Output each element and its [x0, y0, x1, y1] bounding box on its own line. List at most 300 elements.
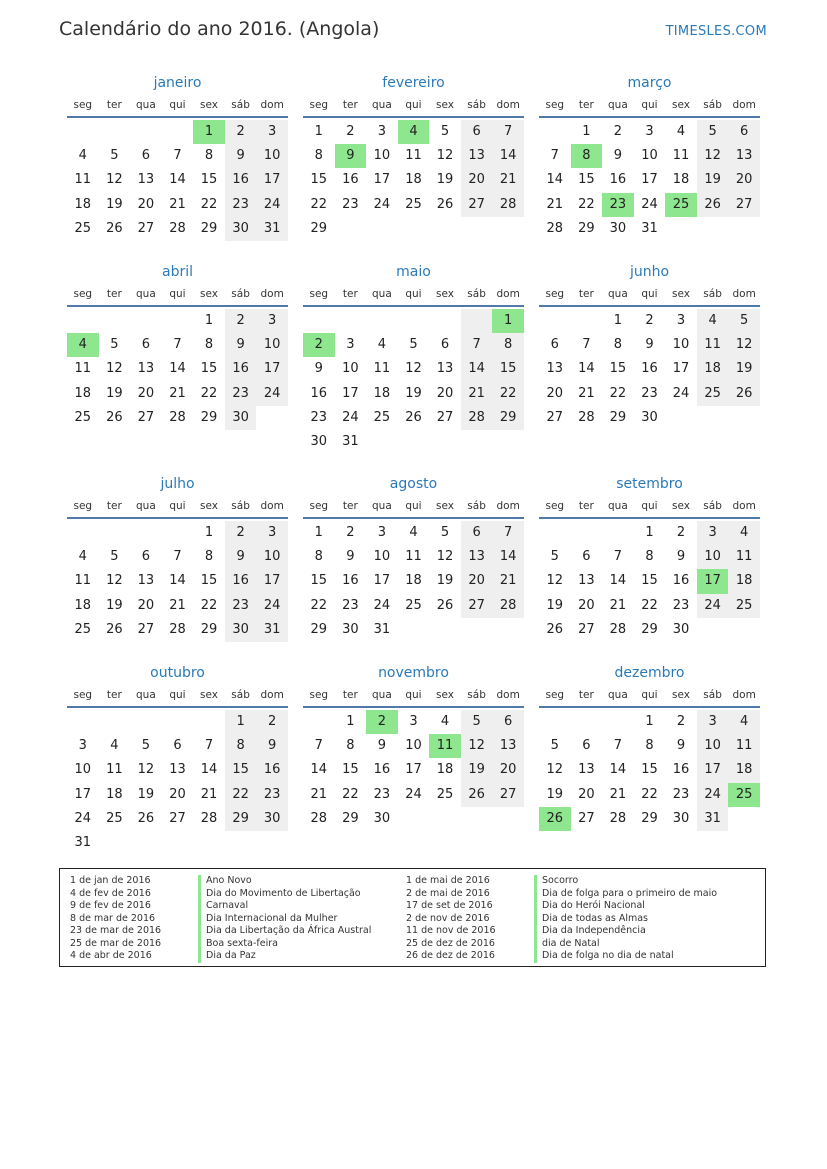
day-cell: 24 — [256, 193, 288, 217]
day-cell: 16 — [310, 385, 328, 401]
day-cell: 10 — [256, 144, 288, 168]
day-cell: 4 — [728, 710, 760, 734]
day-cell: 15 — [310, 573, 328, 589]
day-cell: 11 — [405, 148, 422, 164]
weekday-label: dom — [732, 689, 756, 701]
weekday-label: dom — [732, 288, 756, 300]
legend-item — [396, 913, 717, 926]
weekday-label: qua — [372, 288, 392, 300]
weekday-label: qua — [136, 288, 156, 300]
weekday-label: dom — [496, 99, 520, 111]
day-cell: 4 — [78, 148, 87, 164]
day-grid — [303, 521, 524, 642]
day-cell: 28 — [578, 409, 595, 425]
weekday-header — [67, 97, 288, 118]
day-cell: 28 — [310, 810, 328, 826]
empty-cell — [697, 217, 729, 241]
day-cell: 20 — [436, 385, 454, 401]
day-cell: 4 — [377, 337, 387, 353]
weekday-label: sex — [436, 500, 455, 512]
day-cell: 14 — [461, 357, 493, 381]
weekday-label: qui — [405, 288, 422, 300]
weekday-label: qui — [169, 99, 186, 111]
day-cell: 27 — [137, 220, 155, 236]
day-cell: 16 — [373, 762, 391, 778]
day-cell: 27 — [169, 810, 186, 826]
day-cell: 25 — [74, 621, 92, 637]
empty-cell — [461, 430, 493, 454]
day-cell: 8 — [314, 549, 323, 565]
month-dezembro — [539, 663, 760, 831]
month-title: março — [627, 75, 672, 91]
day-cell: 29 — [641, 621, 658, 637]
day-cell: 26 — [546, 621, 564, 637]
day-cell: 29 — [578, 220, 595, 236]
day-cell: 7 — [550, 148, 559, 164]
holiday-day-cell: 2 — [303, 333, 335, 357]
weekday-label: sex — [672, 288, 691, 300]
day-cell: 23 — [672, 786, 690, 802]
day-cell: 26 — [697, 193, 729, 217]
day-cell: 6 — [141, 148, 151, 164]
empty-cell — [193, 710, 225, 734]
empty-cell — [492, 217, 524, 241]
day-cell: 5 — [440, 525, 450, 540]
month-setembro — [539, 474, 760, 642]
empty-cell — [99, 710, 131, 734]
day-cell: 22 — [609, 385, 627, 401]
day-cell: 22 — [578, 196, 595, 212]
weekday-label: seg — [309, 99, 329, 111]
day-cell: 15 — [492, 357, 524, 381]
day-cell: 27 — [546, 409, 564, 425]
day-cell: 8 — [204, 337, 214, 353]
day-cell: 6 — [582, 738, 591, 754]
day-cell: 23 — [310, 409, 328, 425]
day-cell: 18 — [697, 357, 729, 381]
day-cell: 5 — [461, 710, 493, 734]
empty-cell — [99, 120, 131, 144]
day-cell: 3 — [256, 521, 288, 545]
day-cell: 3 — [346, 337, 355, 353]
day-cell: 18 — [74, 385, 92, 401]
day-cell: 9 — [225, 545, 257, 569]
day-cell: 5 — [728, 309, 760, 333]
day-cell: 12 — [436, 549, 454, 565]
day-cell: 21 — [609, 786, 627, 802]
empty-cell — [728, 807, 760, 831]
day-cell: 2 — [346, 525, 355, 540]
day-cell: 13 — [137, 361, 155, 377]
day-cell: 29 — [200, 220, 218, 236]
legend-item — [396, 925, 717, 938]
empty-cell — [366, 217, 398, 241]
weekday-label: dom — [260, 288, 284, 300]
day-cell: 12 — [546, 762, 564, 778]
day-cell: 20 — [461, 168, 493, 192]
weekday-label: ter — [106, 689, 122, 701]
weekday-label: qua — [136, 99, 156, 111]
day-cell: 5 — [550, 549, 559, 565]
day-cell: 6 — [461, 521, 493, 545]
empty-cell — [398, 618, 430, 642]
legend-item — [60, 925, 371, 938]
weekday-label: seg — [545, 288, 565, 300]
legend-holiday-name: Carnaval — [198, 900, 248, 913]
day-cell: 25 — [728, 594, 760, 618]
day-cell: 19 — [546, 786, 564, 802]
day-grid — [303, 710, 524, 831]
day-cell: 20 — [492, 758, 524, 782]
day-cell: 16 — [672, 762, 690, 778]
day-cell: 9 — [314, 361, 323, 377]
empty-cell — [225, 831, 257, 855]
empty-cell — [366, 430, 398, 454]
day-cell: 25 — [436, 786, 454, 802]
day-cell: 25 — [405, 196, 422, 212]
weekday-label: ter — [342, 500, 358, 512]
day-cell: 26 — [106, 220, 123, 236]
day-cell: 28 — [492, 193, 524, 217]
day-cell: 11 — [74, 361, 92, 377]
day-cell: 14 — [546, 172, 564, 188]
weekday-label: ter — [578, 288, 594, 300]
empty-cell — [492, 618, 524, 642]
day-cell: 17 — [256, 357, 288, 381]
empty-cell — [461, 618, 493, 642]
holiday-day-cell: 25 — [665, 193, 697, 217]
weekday-label: ter — [106, 99, 122, 111]
day-cell: 30 — [310, 433, 328, 449]
day-cell: 4 — [440, 714, 450, 729]
month-title: agosto — [389, 476, 438, 492]
empty-cell — [461, 309, 493, 333]
empty-cell — [303, 710, 335, 734]
day-cell: 8 — [225, 734, 257, 758]
day-cell: 27 — [578, 810, 595, 826]
day-cell: 30 — [225, 406, 257, 430]
day-cell: 31 — [697, 807, 729, 831]
day-cell: 13 — [461, 545, 493, 569]
empty-cell — [728, 406, 760, 430]
holiday-day-cell: 25 — [728, 783, 760, 807]
day-cell: 6 — [173, 738, 182, 754]
empty-cell — [67, 521, 99, 545]
day-cell: 10 — [373, 148, 391, 164]
empty-cell — [256, 831, 288, 855]
empty-cell — [539, 710, 571, 734]
day-cell: 18 — [728, 569, 760, 593]
day-cell: 13 — [461, 144, 493, 168]
day-cell: 6 — [141, 337, 151, 353]
day-cell: 3 — [377, 525, 387, 540]
day-cell: 13 — [546, 361, 564, 377]
day-cell: 28 — [200, 810, 218, 826]
empty-cell — [162, 710, 194, 734]
day-cell: 27 — [137, 621, 155, 637]
weekday-label: sáb — [231, 689, 250, 701]
empty-cell — [539, 309, 571, 333]
day-cell: 1 — [314, 525, 323, 540]
day-cell: 15 — [225, 758, 257, 782]
day-grid — [539, 521, 760, 642]
month-janeiro — [67, 73, 288, 241]
day-cell: 15 — [578, 172, 595, 188]
day-cell: 19 — [106, 196, 123, 212]
day-cell: 15 — [641, 573, 658, 589]
day-cell: 1 — [314, 124, 323, 139]
day-cell: 21 — [169, 385, 186, 401]
empty-cell — [398, 217, 430, 241]
month-fevereiro — [303, 73, 524, 241]
empty-cell — [429, 309, 461, 333]
day-cell: 28 — [169, 621, 186, 637]
legend-column-right — [396, 875, 717, 963]
empty-cell — [130, 831, 162, 855]
day-cell: 11 — [74, 573, 92, 589]
day-cell: 2 — [613, 124, 623, 139]
day-cell: 26 — [461, 783, 493, 807]
weekday-label: sex — [436, 689, 455, 701]
day-cell: 4 — [676, 124, 686, 139]
day-cell: 13 — [492, 734, 524, 758]
day-cell: 14 — [310, 762, 328, 778]
day-cell: 29 — [609, 409, 627, 425]
day-grid — [67, 710, 288, 855]
empty-cell — [162, 521, 194, 545]
weekday-label: sex — [672, 689, 691, 701]
month-title: junho — [629, 264, 670, 280]
day-cell: 5 — [697, 120, 729, 144]
day-cell: 28 — [492, 594, 524, 618]
day-cell: 26 — [728, 382, 760, 406]
day-cell: 19 — [106, 385, 123, 401]
day-cell: 24 — [74, 810, 92, 826]
legend-holiday-name: Dia de folga no dia de natal — [534, 950, 674, 963]
weekday-label: dom — [496, 500, 520, 512]
day-grid — [303, 309, 524, 454]
day-cell: 13 — [169, 762, 186, 778]
day-cell: 22 — [200, 597, 218, 613]
day-cell: 9 — [346, 549, 355, 565]
weekday-header — [539, 286, 760, 307]
day-cell: 22 — [641, 786, 658, 802]
empty-cell — [130, 710, 162, 734]
day-cell: 19 — [697, 168, 729, 192]
day-cell: 18 — [106, 786, 123, 802]
day-cell: 6 — [728, 120, 760, 144]
day-cell: 24 — [697, 594, 729, 618]
day-cell: 13 — [578, 573, 595, 589]
weekday-label: dom — [732, 99, 756, 111]
day-cell: 15 — [200, 361, 218, 377]
day-cell: 3 — [78, 738, 87, 754]
holiday-day-cell: 9 — [335, 144, 367, 168]
site-link[interactable]: TIMESLES.COM — [665, 24, 767, 39]
empty-cell — [429, 430, 461, 454]
legend-item — [396, 938, 717, 951]
day-cell: 3 — [697, 521, 729, 545]
day-cell: 24 — [641, 196, 658, 212]
day-cell: 12 — [106, 361, 123, 377]
legend-holiday-name: Socorro — [534, 875, 578, 888]
day-cell: 20 — [578, 786, 595, 802]
legend-date: 2 de nov de 2016 — [406, 912, 490, 924]
legend-date: 25 de dez de 2016 — [406, 937, 495, 949]
weekday-label: qua — [372, 99, 392, 111]
day-cell: 31 — [74, 834, 92, 850]
day-cell: 21 — [492, 569, 524, 593]
legend-item — [396, 900, 717, 913]
day-cell: 6 — [440, 337, 450, 353]
empty-cell — [429, 217, 461, 241]
day-cell: 9 — [645, 337, 654, 353]
legend-holiday-name: Dia Internacional da Mulher — [198, 913, 337, 926]
month-março — [539, 73, 760, 241]
empty-cell — [162, 831, 194, 855]
day-cell: 21 — [609, 597, 627, 613]
day-cell: 2 — [225, 521, 257, 545]
legend-item — [396, 875, 717, 888]
day-cell: 18 — [436, 762, 454, 778]
empty-cell — [697, 618, 729, 642]
legend-item — [60, 913, 371, 926]
day-cell: 1 — [225, 710, 257, 734]
month-title: abril — [161, 264, 193, 280]
day-cell: 14 — [200, 762, 218, 778]
day-cell: 5 — [550, 738, 559, 754]
page-title: Calendário do ano 2016. (Angola) — [59, 18, 380, 40]
month-title: janeiro — [153, 75, 202, 91]
day-cell: 14 — [169, 361, 186, 377]
day-cell: 19 — [405, 385, 422, 401]
day-cell: 22 — [641, 597, 658, 613]
weekday-label: qui — [641, 288, 658, 300]
day-cell: 23 — [373, 786, 391, 802]
day-cell: 30 — [672, 810, 690, 826]
day-cell: 23 — [672, 597, 690, 613]
day-cell: 26 — [436, 597, 454, 613]
day-cell: 30 — [256, 807, 288, 831]
weekday-label: sáb — [467, 500, 486, 512]
day-cell: 6 — [582, 549, 591, 565]
day-cell: 31 — [342, 433, 359, 449]
legend-holiday-name: dia de Natal — [534, 938, 600, 951]
day-cell: 10 — [256, 545, 288, 569]
day-cell: 15 — [200, 573, 218, 589]
day-cell: 6 — [141, 549, 151, 565]
empty-cell — [67, 309, 99, 333]
weekday-label: seg — [545, 99, 565, 111]
day-cell: 18 — [373, 385, 391, 401]
month-title: dezembro — [614, 665, 685, 681]
empty-cell — [398, 430, 430, 454]
day-cell: 29 — [342, 810, 359, 826]
day-cell: 17 — [373, 573, 391, 589]
day-cell: 22 — [310, 597, 328, 613]
day-cell: 30 — [609, 220, 627, 236]
day-cell: 3 — [697, 710, 729, 734]
day-cell: 25 — [74, 409, 92, 425]
weekday-label: dom — [732, 500, 756, 512]
day-cell: 19 — [106, 597, 123, 613]
day-cell: 29 — [310, 621, 328, 637]
day-cell: 16 — [225, 168, 257, 192]
day-cell: 13 — [578, 762, 595, 778]
day-cell: 1 — [645, 714, 654, 729]
weekday-label: seg — [545, 689, 565, 701]
day-cell: 3 — [377, 124, 387, 139]
weekday-header — [303, 687, 524, 708]
day-cell: 8 — [492, 333, 524, 357]
day-cell: 15 — [310, 172, 328, 188]
day-cell: 17 — [697, 758, 729, 782]
day-cell: 11 — [728, 545, 760, 569]
day-cell: 24 — [405, 786, 422, 802]
day-cell: 2 — [256, 710, 288, 734]
weekday-label: ter — [106, 500, 122, 512]
empty-cell — [398, 309, 430, 333]
day-cell: 12 — [106, 573, 123, 589]
day-cell: 16 — [256, 758, 288, 782]
day-cell: 17 — [256, 569, 288, 593]
legend-date: 17 de set de 2016 — [406, 900, 493, 911]
day-cell: 12 — [405, 361, 422, 377]
day-grid — [539, 710, 760, 831]
day-cell: 10 — [405, 738, 422, 754]
empty-cell — [429, 618, 461, 642]
legend-item — [60, 938, 371, 951]
empty-cell — [728, 217, 760, 241]
empty-cell — [539, 521, 571, 545]
day-cell: 8 — [204, 148, 214, 164]
weekday-label: ter — [342, 288, 358, 300]
day-cell: 12 — [697, 144, 729, 168]
day-cell: 14 — [169, 172, 186, 188]
day-cell: 14 — [609, 762, 627, 778]
weekday-header — [539, 97, 760, 118]
day-cell: 10 — [672, 337, 690, 353]
weekday-label: qui — [405, 689, 422, 701]
month-title: julho — [160, 476, 195, 492]
day-cell: 12 — [137, 762, 155, 778]
day-cell: 7 — [314, 738, 323, 754]
day-cell: 11 — [697, 333, 729, 357]
weekday-label: sáb — [231, 500, 250, 512]
weekday-label: qui — [405, 500, 422, 512]
day-cell: 8 — [613, 337, 623, 353]
day-cell: 25 — [373, 409, 391, 425]
day-cell: 19 — [461, 758, 493, 782]
day-cell: 31 — [641, 220, 658, 236]
day-grid — [67, 521, 288, 642]
day-cell: 11 — [728, 734, 760, 758]
legend-date: 8 de mar de 2016 — [70, 912, 156, 924]
weekday-label: sex — [672, 99, 691, 111]
day-cell: 1 — [645, 525, 654, 540]
empty-cell — [728, 618, 760, 642]
day-cell: 21 — [492, 168, 524, 192]
legend-date: 26 de dez de 2016 — [406, 950, 495, 961]
day-cell: 26 — [137, 810, 155, 826]
day-cell: 18 — [74, 196, 92, 212]
day-cell: 30 — [225, 217, 257, 241]
legend-item — [60, 875, 371, 888]
day-cell: 16 — [342, 573, 359, 589]
legend-date: 2 de mai de 2016 — [406, 887, 490, 899]
weekday-label: sex — [672, 500, 691, 512]
empty-cell — [99, 831, 131, 855]
